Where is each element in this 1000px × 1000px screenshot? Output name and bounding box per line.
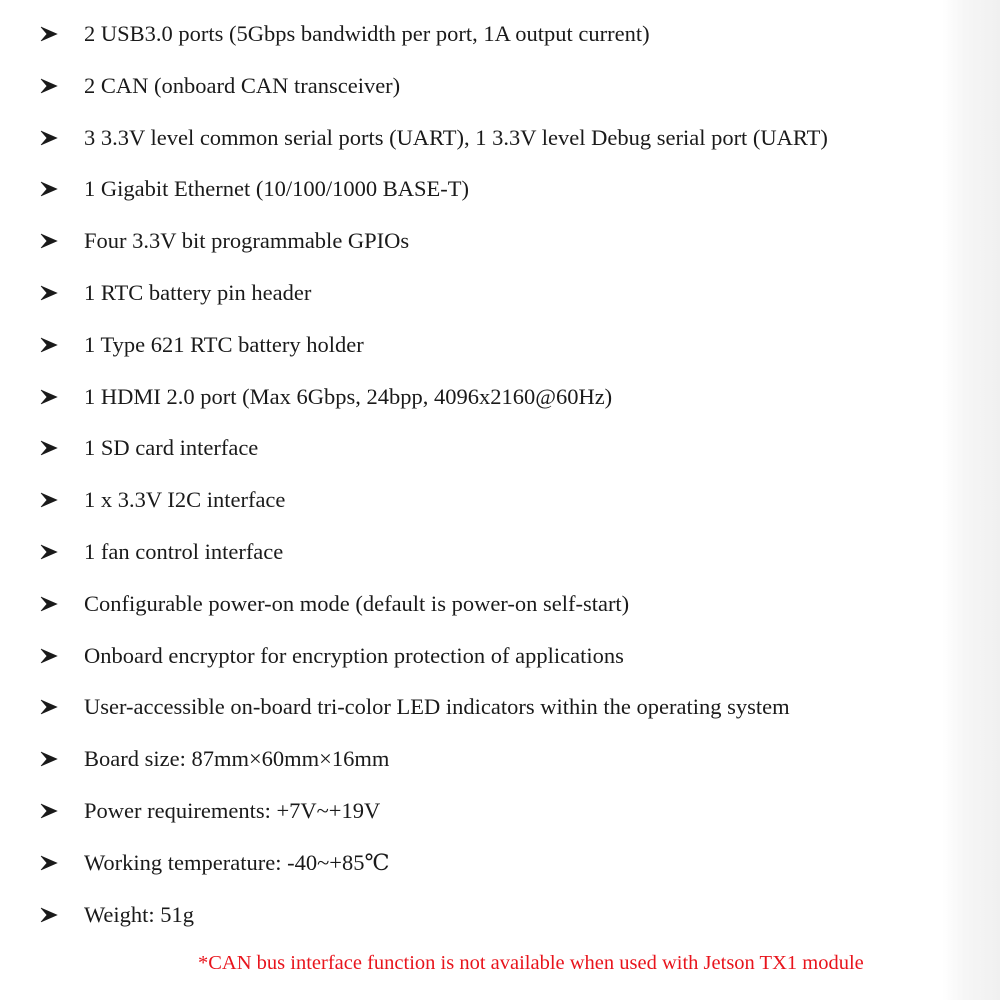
- spec-list-item: [0, 112, 1000, 164]
- spec-item-text: 3 3.3V level common serial ports (UART), 1 3.3V level Debug serial port (UART): [84, 124, 828, 150]
- arrowhead-bullet-icon: [40, 26, 58, 42]
- arrowhead-bullet-icon: [40, 492, 58, 508]
- spec-item-text: Weight: 51g: [84, 901, 195, 927]
- spec-list-item: [0, 422, 1000, 474]
- spec-item-text: 2 USB3.0 ports (5Gbps bandwidth per port, 1A output current): [84, 21, 650, 46]
- arrowhead-bullet-icon: [40, 78, 58, 94]
- arrowhead-bullet-icon: [40, 337, 58, 353]
- spec-list-item: [0, 267, 1000, 319]
- arrowhead-bullet-icon: [40, 699, 58, 715]
- spec-list-item: [0, 215, 1000, 267]
- spec-item-text: 1 fan control interface: [84, 538, 284, 564]
- spec-item-text: Working temperature: -40~+85℃: [84, 849, 390, 875]
- spec-list-item: [0, 60, 1000, 112]
- spec-item-text: 1 RTC battery pin header: [84, 279, 312, 305]
- spec-list-item: [0, 319, 1000, 371]
- arrowhead-bullet-icon: [40, 130, 58, 146]
- spec-item-text: 1 HDMI 2.0 port (Max 6Gbps, 24bpp, 4096x2160@60Hz): [84, 383, 613, 409]
- spec-item-text: Four 3.3V bit programmable GPIOs: [84, 228, 410, 254]
- spec-item-text: User-accessible on-board tri-color LED indicators within the operating system: [84, 694, 790, 720]
- spec-item-text: 1 Gigabit Ethernet (10/100/1000 BASE-T): [84, 176, 469, 202]
- arrowhead-bullet-icon: [40, 803, 58, 819]
- spec-list-item: [0, 837, 1000, 889]
- arrowhead-bullet-icon: [40, 596, 58, 612]
- spec-list: [0, 8, 1000, 940]
- spec-list-item: [0, 526, 1000, 578]
- spec-list-item: [0, 371, 1000, 423]
- arrowhead-bullet-icon: [40, 440, 58, 456]
- arrowhead-bullet-icon: [40, 285, 58, 301]
- spec-item-text: Onboard encryptor for encryption protection of applications: [84, 642, 624, 668]
- arrowhead-bullet-icon: [40, 233, 58, 249]
- spec-list-item: [0, 474, 1000, 526]
- arrowhead-bullet-icon: [40, 544, 58, 560]
- arrowhead-bullet-icon: [40, 751, 58, 767]
- arrowhead-bullet-icon: [40, 648, 58, 664]
- arrowhead-bullet-icon: [40, 389, 58, 405]
- spec-item-text: 1 Type 621 RTC battery holder: [84, 331, 364, 357]
- spec-list-item: [0, 163, 1000, 215]
- spec-item-text: 2 CAN (onboard CAN transceiver): [84, 72, 401, 98]
- spec-list-item: [0, 630, 1000, 682]
- arrowhead-bullet-icon: [40, 855, 58, 871]
- spec-list-item: [0, 8, 1000, 60]
- spec-list-item: [0, 889, 1000, 941]
- spec-item-text: Board size: 87mm×60mm×16mm: [84, 746, 390, 772]
- arrowhead-bullet-icon: [40, 907, 58, 923]
- can-footnote: *CAN bus interface function is not available when used with Jetson TX1 module: [198, 952, 864, 974]
- spec-item-text: 1 SD card interface: [84, 435, 259, 461]
- spec-list-item: [0, 785, 1000, 837]
- spec-item-text: Power requirements: +7V~+19V: [84, 797, 381, 823]
- arrowhead-bullet-icon: [40, 181, 58, 197]
- spec-item-text: Configurable power-on mode (default is power-on self-start): [84, 590, 630, 616]
- spec-list-item: [0, 681, 1000, 733]
- spec-list-item: [0, 733, 1000, 785]
- spec-list-item: [0, 578, 1000, 630]
- spec-item-text: 1 x 3.3V I2C interface: [84, 487, 286, 513]
